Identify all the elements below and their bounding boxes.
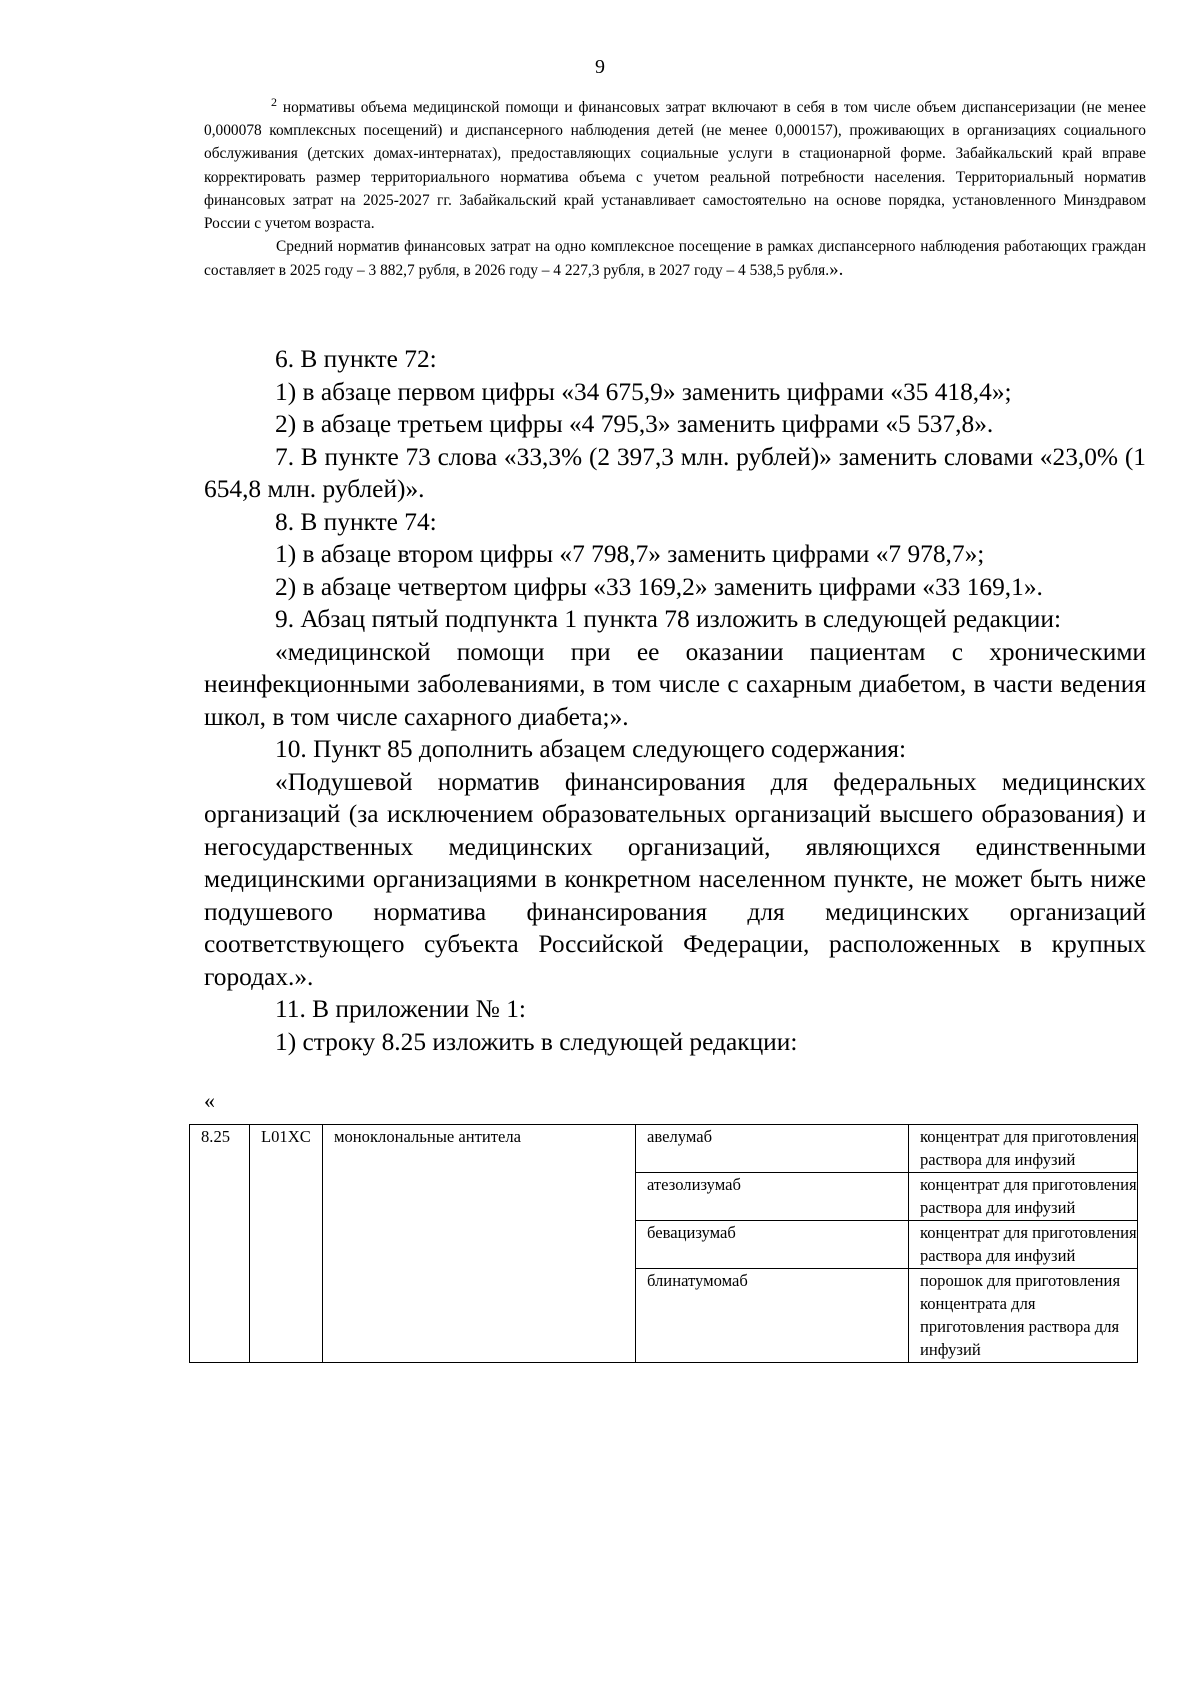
dosage-form-cell: концентрат для приготовления раствора для инфузий [909, 1221, 1138, 1269]
drug-name-cell: авелумаб [636, 1125, 909, 1173]
drug-table [189, 1124, 1138, 1363]
footnote-text-1: нормативы объема медицинской помощи и финансовых затрат включают в себя в том числе объем диспансеризации (не менее 0,000078 комплексных посещений) и диспансерного наблюдения детей (не менее 0,000157), проживающих в организациях социального обслуживания (детских домах-интернатах), предоставляющих социальные услуги в стационарной форме. Забайкальский край вправе корректировать размер территориального норматива объема с учетом реальной потребности населения. Территориальный норматив финансовых затрат на 2025-2027 гг. Забайкальский край устанавливает самостоятельно на основе порядка, установленного Минздравом России с учетом возраста. [204, 99, 1146, 233]
drug-name-cell: блинатумомаб [636, 1269, 909, 1363]
main-text [204, 343, 1146, 1058]
body-paragraph: 2) в абзаце четвертом цифры «33 169,2» заменить цифрами «33 169,1». [275, 572, 1043, 601]
dosage-form-cell: концентрат для приготовления раствора для инфузий [909, 1173, 1138, 1221]
group-name-cell: моноклональные антитела [323, 1125, 636, 1363]
page-number: 9 [595, 56, 605, 78]
body-paragraph: «медицинской помощи при ее оказании пациентам с хроническими неинфекционными заболеваниями, в том числе с сахарным диабетом, в части ведения школ, в том числе сахарного диабета;». [204, 637, 1146, 731]
body-paragraph: 1) строку 8.25 изложить в следующей редакции: [275, 1027, 798, 1056]
drug-name-cell: атезолизумаб [636, 1173, 909, 1221]
body-paragraph: «Подушевой норматив финансирования для федеральных медицинских организаций (за исключением образовательных организаций высшего образования) и негосударственных медицинских организаций, являющихся единственными медицинскими организациями в конкретном населенном пункте, не может быть ниже подушевого норматива финансирования для медицинских организаций соответствующего субъекта Российской Федерации, расположенных в крупных городах.». [204, 767, 1146, 991]
atc-code-cell: L01XC [250, 1125, 323, 1363]
table-row [190, 1125, 1138, 1173]
body-paragraph: 10. Пункт 85 дополнить абзацем следующего содержания: [275, 735, 907, 763]
footnote [204, 96, 1146, 283]
body-paragraph: 1) в абзаце первом цифры «34 675,9» заменить цифрами «35 418,4»; [275, 377, 1012, 406]
body-paragraph: 7. В пункте 73 слова «33,3% (2 397,3 млн. рублей)» заменить словами «23,0% (1 654,8 млн. рублей)». [204, 442, 1146, 503]
body-paragraph: 8. В пункте 74: [275, 507, 437, 536]
footnote-text-2: Средний норматив финансовых затрат на одно комплексное посещение в рамках диспансерного наблюдения работающих граждан составляет в 2025 году – 3 882,7 рубля, в 2026 году – 4 227,3 рубля, в 2027 году – 4 538,5 рубля. [204, 238, 1146, 280]
table-opening-quote: « [204, 1088, 215, 1113]
footnote-closing-quote: ». [829, 259, 844, 281]
body-paragraph: 11. В приложении № 1: [275, 995, 526, 1023]
body-paragraph: 2) в абзаце третьем цифры «4 795,3» заменить цифрами «5 537,8». [275, 410, 994, 438]
body-paragraph: 9. Абзац пятый подпункта 1 пункта 78 изложить в следующей редакции: [275, 605, 1062, 633]
drug-name-cell: бевацизумаб [636, 1221, 909, 1269]
row-number-cell: 8.25 [190, 1125, 250, 1363]
footnote-paragraph-1 [204, 96, 1146, 235]
footnote-marker: 2 [271, 95, 277, 109]
body-paragraph: 6. В пункте 72: [275, 345, 437, 373]
body-paragraph: 1) в абзаце втором цифры «7 798,7» заменить цифрами «7 978,7»; [275, 540, 985, 568]
footnote-paragraph-2 [204, 235, 1146, 282]
dosage-form-cell: концентрат для приготовления раствора для инфузий [909, 1125, 1138, 1173]
dosage-form-cell: порошок для приготовления концентрата для приготовления раствора для инфузий [909, 1269, 1138, 1363]
